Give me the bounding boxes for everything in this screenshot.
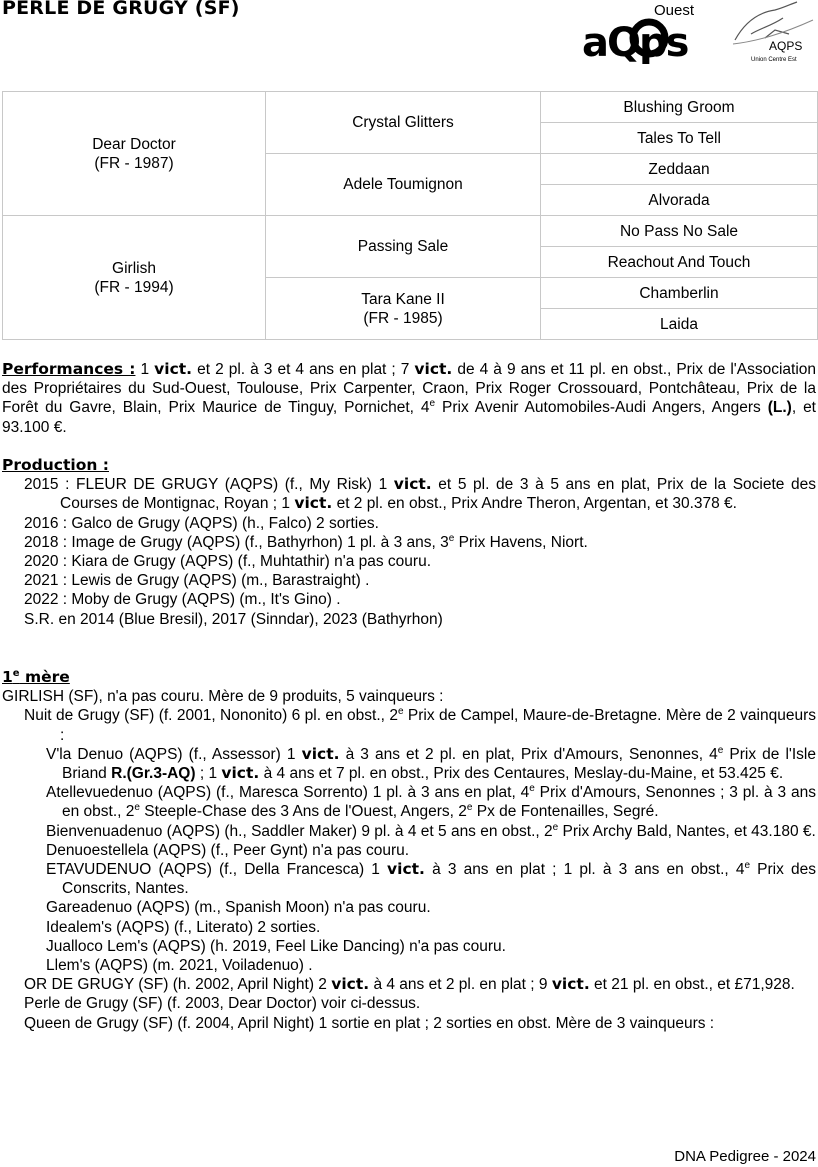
aqps-centre-text: AQPS [769, 39, 803, 53]
list-item: 2022 : Moby de Grugy (AQPS) (m., It's Gino) . [24, 591, 341, 609]
text: Maine, et 53.425 €. [650, 765, 784, 783]
production-heading: Production : [2, 456, 109, 474]
text: 1 [2, 668, 13, 686]
text: Atellevuedenuo (AQPS) (f., Maresca Sorrento) 1 pl. à 3 ans en plat, 4 [46, 784, 530, 802]
ordinal-sup: e [466, 802, 473, 814]
list-item: 2016 : Galco de Grugy (AQPS) (h., Falco) 2 sorties. [24, 514, 379, 532]
ordinal-sup: e [744, 859, 751, 871]
text: ETAVUDENUO (AQPS) (f., Della Francesca) 1 [46, 861, 388, 879]
vict-label: vict. [294, 494, 333, 513]
great-grandparent-cell: Zeddaan [541, 154, 818, 185]
great-grandparent-cell: Chamberlin [541, 278, 818, 309]
grandparent-name: Tara Kane II [361, 290, 445, 308]
ordinal-sup: e [717, 744, 724, 756]
aqps-ouest-logo [582, 0, 722, 64]
list-item [2, 706, 816, 744]
text: et 2 pl. en obst., Prix Andre Theron, [332, 495, 584, 513]
text: 2015 : FLEUR DE GRUGY (AQPS) (f., My Risk) 1 [24, 476, 394, 494]
text: Prix Archy Bald, [558, 822, 677, 840]
great-grandparent-cell: Reachout And Touch [541, 247, 818, 278]
aqps-logo-text: aQps [582, 20, 688, 64]
vict-label: vict. [387, 860, 425, 879]
grandparent-cell [266, 216, 541, 278]
text: 2018 : Image de Grugy (AQPS) (f., Bathyrhon) 1 pl. à 3 ans, 3 [24, 533, 449, 551]
ordinal-sup: e [12, 667, 20, 679]
dam-info: (FR - 1994) [94, 278, 174, 296]
text: Prix de l'Isle Briand [62, 745, 816, 783]
list-item: Perle de Grugy (SF) (f. 2003, Dear Doctor) voir ci-dessus. [24, 995, 421, 1013]
text: OR DE GRUGY (SF) (h. 2002, April Night) 2 [24, 976, 332, 994]
grandparent-name: Adele Toumignon [343, 176, 463, 193]
list-item: Gareadenuo (AQPS) (m., Spanish Moon) n'a pas couru. [46, 899, 431, 917]
great-grandparent-cell: Laida [541, 309, 818, 340]
ordinal-sup: e [448, 532, 455, 544]
text: de 4 à 9 ans et 11 pl. en obst., Prix de l'Association des Propriétaires du Sud-Ouest, Toulouse, Prix Carpenter, Craon, Prix Roger Crossouard, Pontchâteau, Prix de la Forêt du Gavre, Blain, Prix Maurice de Tinguy, Pornichet, 4 [2, 361, 817, 417]
grandparent-info: (FR - 1985) [363, 309, 443, 327]
aqps-centre-subtext: Union Centre Est [751, 57, 797, 63]
grandparent-name: Crystal Glitters [352, 114, 454, 131]
vict-label: vict. [221, 764, 260, 783]
vict-label: vict. [154, 360, 193, 378]
vict-label: vict. [393, 475, 432, 494]
text: Prix d'Amours, Senonnes ; 3 pl. à 3 ans en obst., 2 [62, 784, 816, 821]
list-item: S.R. en 2014 (Blue Bresil), 2017 (Sinndar), 2023 (Bathyrhon) [24, 610, 443, 628]
great-grandparent-cell: Alvorada [541, 185, 818, 216]
vict-label: vict. [551, 975, 590, 994]
text: Prix de Campel, Maure-de-Bretagne. Mère de 2 vainqueurs : [60, 707, 816, 744]
list-item [2, 860, 816, 898]
list-item [2, 533, 816, 552]
list-item [2, 475, 816, 513]
text: Px de Fontenailles, Segré. [472, 803, 659, 821]
ordinal-sup: e [552, 821, 559, 833]
text: à 4 ans et 2 pl. en plat ; 9 [369, 976, 552, 994]
dam-name: Girlish [112, 259, 156, 277]
pedigree-table [2, 91, 818, 340]
dam-intro: GIRLISH (SF), n'a pas couru. Mère de 9 produits, 5 vainqueurs : [2, 688, 444, 706]
text: Argentan, et 30.378 €. [583, 495, 737, 513]
text: et 21 pl. en obst., et £71,928. [589, 976, 795, 994]
vict-label: vict. [331, 975, 370, 994]
text: à 4 ans et 7 pl. en obst., Prix des Centaures, Meslay-du- [259, 765, 651, 783]
text: Nantes, et 43.180 €. [676, 822, 816, 840]
text: et 2 pl. à 3 et 4 ans en plat ; 7 [192, 361, 415, 378]
production-section [2, 456, 816, 629]
dam-cell [3, 216, 266, 340]
grandparent-cell [266, 154, 541, 216]
page-title: PERLE DE GRUGY (SF) [2, 0, 240, 19]
list-item [2, 745, 816, 783]
aqps-centre-est-logo [731, 0, 815, 64]
list-item: Jualloco Lem's (AQPS) (h. 2019, Feel Like Dancing) n'a pas couru. [46, 937, 506, 955]
performances-section [2, 360, 816, 437]
first-dam-section [2, 668, 816, 1033]
grandparent-cell [266, 92, 541, 154]
great-grandparent-cell: Blushing Groom [541, 92, 818, 123]
listed-race-tag: (L.) [767, 399, 792, 417]
list-item: 2020 : Kiara de Grugy (AQPS) (f., Muhtathir) n'a pas couru. [24, 553, 432, 571]
list-item: 2021 : Lewis de Grugy (AQPS) (m., Barastraight) . [24, 572, 370, 590]
sire-cell [3, 92, 266, 216]
great-grandparent-cell: Tales To Tell [541, 123, 818, 154]
grandparent-name: Passing Sale [357, 238, 449, 255]
list-item [2, 822, 816, 841]
great-grandparent-cell: No Pass No Sale [541, 216, 818, 247]
list-item: Queen de Grugy (SF) (f. 2004, April Night) 1 sortie en plat ; 2 sorties en obst. Mère de 3 vainqueurs : [24, 1014, 715, 1032]
aqps-region-text: Ouest [654, 2, 695, 19]
list-item [2, 975, 816, 994]
grandparent-cell [266, 278, 541, 340]
text: 1 [140, 361, 150, 378]
ordinal-sup: e [529, 783, 535, 795]
text: , et 93.100 €. [2, 399, 816, 436]
text: Prix des Conscrits, Nantes. [62, 861, 816, 898]
sire-info: (FR - 1987) [94, 154, 174, 172]
race-grade: R.(Gr.3-AQ) [111, 765, 196, 783]
text: à 3 ans et 2 pl. en plat, Prix d'Amours, Senonnes, 4 [339, 745, 718, 763]
ordinal-sup: e [429, 398, 436, 410]
text: à 3 ans en plat ; 1 pl. à 3 ans en obst., 4 [424, 861, 745, 879]
text: ; 1 [195, 765, 222, 783]
text: Nuit de Grugy (SF) (f. 2001, Nononito) 6 pl. en obst., 2 [24, 707, 398, 725]
list-item: Llem's (AQPS) (m. 2021, Voiladenuo) . [46, 957, 313, 975]
list-item [2, 783, 816, 821]
text: V'la Denuo (AQPS) (f., Assessor) 1 [46, 745, 302, 763]
ordinal-sup: e [397, 706, 404, 718]
text: mère [19, 668, 70, 686]
text: Prix Avenir Automobiles-Audi Angers, Angers [435, 399, 768, 417]
list-item: Denuoestellela (AQPS) (f., Peer Gynt) n'a pas couru. [46, 841, 410, 859]
text: Bienvenuadenuo (AQPS) (h., Saddler Maker) 9 pl. à 4 et 5 ans en obst., 2 [46, 822, 553, 840]
list-item: Idealem's (AQPS) (f., Literato) 2 sorties. [46, 918, 321, 936]
sire-name: Dear Doctor [92, 135, 176, 153]
text: Steeple-Chase des 3 Ans de l'Ouest, Angers, 2 [139, 803, 467, 821]
text: et 5 pl. de 3 à 5 ans en plat, Prix de la Societe des Courses de Montignac, Royan ; 1 [60, 476, 816, 513]
first-dam-heading [2, 668, 70, 686]
vict-label: vict. [301, 744, 340, 763]
text: Prix Havens, Niort. [454, 533, 588, 551]
vict-label: vict. [414, 360, 453, 378]
performances-heading: Performances : [2, 360, 136, 378]
footer-credit: DNA Pedigree - 2024 [674, 1148, 816, 1165]
ordinal-sup: e [134, 802, 140, 814]
